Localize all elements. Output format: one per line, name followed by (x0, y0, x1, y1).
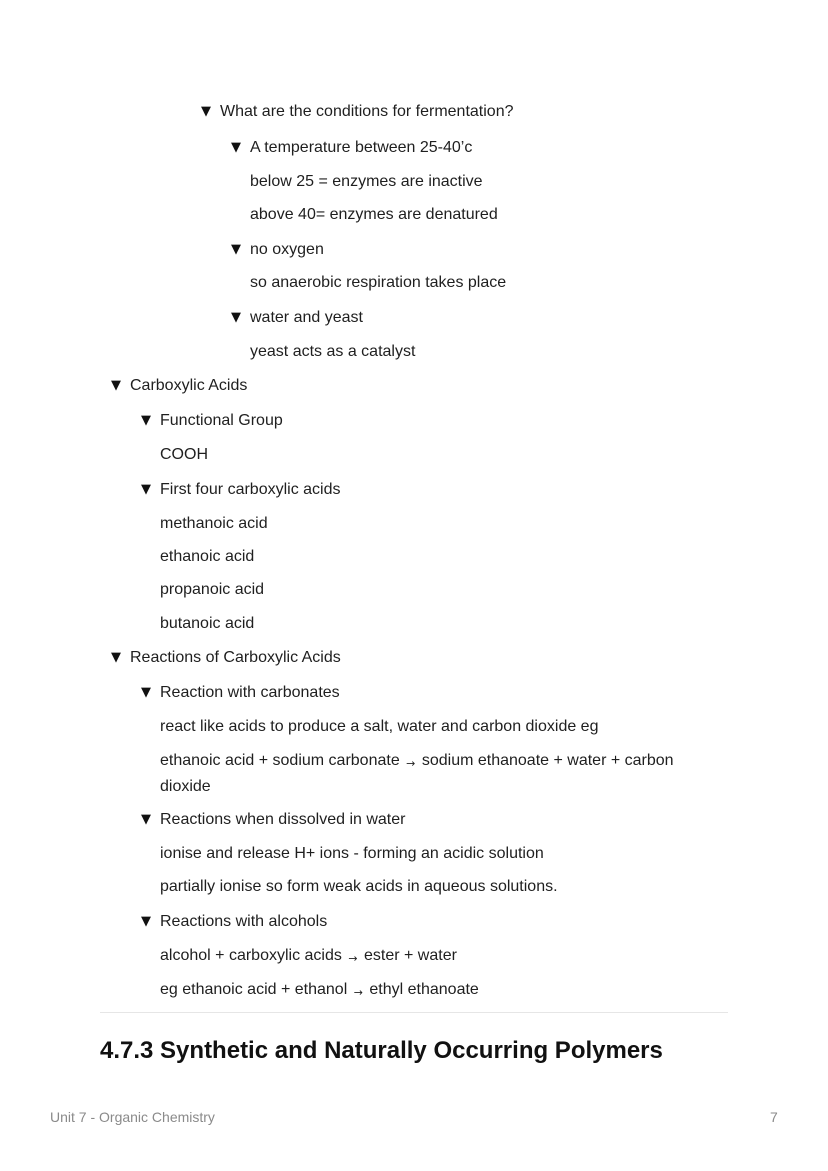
paragraph: ionise and release H+ ions - forming an acidic solution (160, 845, 544, 862)
paragraph: ethanoic acid (160, 548, 255, 565)
arrow-icon: → (348, 952, 358, 965)
toggle-label: Carboxylic Acids (130, 377, 248, 394)
paragraph: yeast acts as a catalyst (250, 343, 416, 360)
toggle-label: Reactions of Carboxylic Acids (130, 649, 341, 666)
arrow-icon: → (353, 986, 363, 999)
footer-page-number: 7 (770, 1109, 778, 1125)
equation-rhs: ester + water (364, 947, 457, 964)
paragraph: methanoic acid (160, 515, 268, 532)
arrow-icon: → (406, 757, 416, 770)
paragraph: react like acids to produce a salt, water and carbon dioxide eg (160, 718, 599, 735)
section-divider (100, 1012, 728, 1013)
collapse-triangle-icon[interactable]: ▼ (111, 650, 121, 665)
collapse-triangle-icon[interactable]: ▼ (111, 378, 121, 393)
equation-rhs: ethyl ethanoate (369, 981, 479, 998)
toggle-label: Reactions with alcohols (160, 913, 328, 930)
equation-paragraph (160, 748, 705, 799)
paragraph: butanoic acid (160, 615, 255, 632)
equation-lhs: alcohol + carboxylic acids (160, 947, 342, 964)
toggle-label: water and yeast (250, 309, 363, 326)
collapse-triangle-icon[interactable]: ▼ (141, 812, 151, 827)
paragraph: propanoic acid (160, 581, 265, 598)
collapse-triangle-icon[interactable]: ▼ (231, 242, 241, 257)
footer-unit-title: Unit 7 - Organic Chemistry (50, 1109, 215, 1125)
paragraph: above 40= enzymes are denatured (250, 206, 498, 223)
collapse-triangle-icon[interactable]: ▼ (141, 685, 151, 700)
paragraph: below 25 = enzymes are inactive (250, 173, 483, 190)
paragraph: so anaerobic respiration takes place (250, 274, 507, 291)
collapse-triangle-icon[interactable]: ▼ (141, 914, 151, 929)
toggle-label: Reactions when dissolved in water (160, 811, 406, 828)
collapse-triangle-icon[interactable]: ▼ (231, 310, 241, 325)
paragraph: partially ionise so form weak acids in aqueous solutions. (160, 878, 558, 895)
collapse-triangle-icon[interactable]: ▼ (231, 140, 241, 155)
equation-lhs: eg ethanoic acid + ethanol (160, 981, 348, 998)
paragraph: COOH (160, 446, 208, 463)
toggle-label: Reaction with carbonates (160, 684, 340, 701)
toggle-label: What are the conditions for fermentation? (220, 103, 514, 120)
toggle-label: Functional Group (160, 412, 283, 429)
collapse-triangle-icon[interactable]: ▼ (201, 104, 211, 119)
collapse-triangle-icon[interactable]: ▼ (141, 482, 151, 497)
toggle-label: no oxygen (250, 241, 324, 258)
equation-paragraph (160, 946, 457, 967)
equation-paragraph (160, 980, 479, 1001)
equation-rhs: sodium ethanoate + water + carbon dioxide (160, 752, 674, 795)
section-heading: 4.7.3 Synthetic and Naturally Occurring Polymers (100, 1037, 663, 1064)
equation-lhs: ethanoic acid + sodium carbonate (160, 752, 400, 769)
toggle-label: A temperature between 25-40’c (250, 139, 473, 156)
collapse-triangle-icon[interactable]: ▼ (141, 413, 151, 428)
toggle-label: First four carboxylic acids (160, 481, 341, 498)
